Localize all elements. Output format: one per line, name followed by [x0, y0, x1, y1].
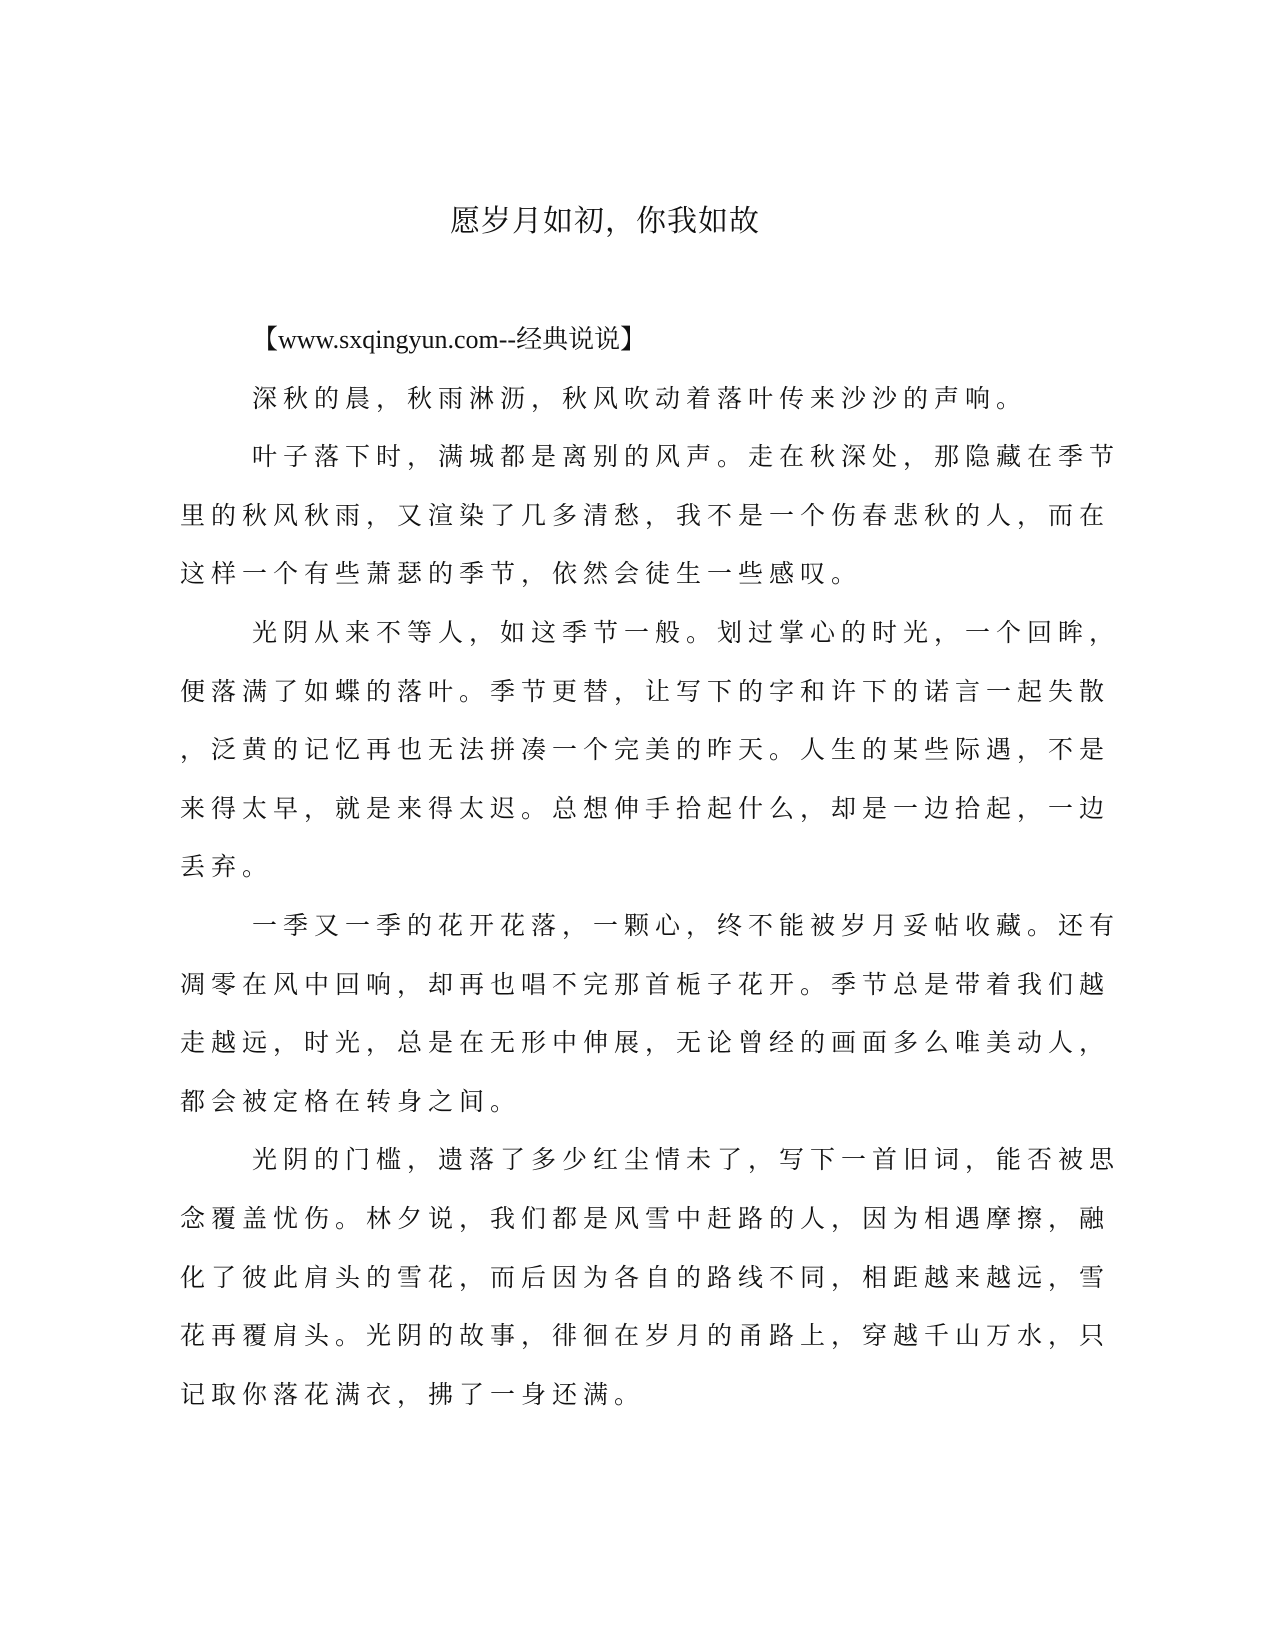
source-line: 【www.sxqingyun.com--经典说说】 — [252, 325, 647, 354]
paragraph-line: 光阴的门槛，遗落了多少红尘情未了，写下一首旧词，能否被思 — [252, 1145, 1121, 1175]
paragraph-line: 都会被定格在转身之间。 — [180, 1086, 522, 1116]
paragraph-line: 念覆盖忧伤。林夕说，我们都是风雪中赶路的人，因为相遇摩擦，融 — [180, 1203, 1111, 1233]
document-title: 愿岁月如初，你我如故 — [450, 204, 760, 239]
paragraph-line: 这样一个有些萧瑟的季节，依然会徒生一些感叹。 — [180, 559, 863, 589]
paragraph-line: 一季又一季的花开花落，一颗心，终不能被岁月妥帖收藏。还有 — [252, 910, 1121, 940]
paragraph-line: 来得太早，就是来得太迟。总想伸手拾起什么，却是一边拾起，一边 — [180, 793, 1111, 823]
paragraph-line: 化了彼此肩头的雪花，而后因为各自的路线不同，相距越来越远，雪 — [180, 1262, 1111, 1292]
paragraph-line: 便落满了如蝶的落叶。季节更替，让写下的字和许下的诺言一起失散 — [180, 676, 1111, 706]
paragraph-line: 凋零在风中回响，却再也唱不完那首栀子花开。季节总是带着我们越 — [180, 969, 1111, 999]
document-body — [180, 311, 1121, 1424]
paragraph-line: 走越远，时光，总是在无形中伸展，无论曾经的画面多么唯美动人， — [180, 1028, 1111, 1058]
paragraph-line: 叶子落下时，满城都是离别的风声。走在秋深处，那隐藏在季节 — [252, 442, 1121, 472]
paragraph-line: 里的秋风秋雨，又渲染了几多清愁，我不是一个伤春悲秋的人，而在 — [180, 500, 1111, 530]
paragraph-line: 记取你落花满衣，拂了一身还满。 — [180, 1379, 646, 1409]
paragraph-line: 丢弃。 — [180, 852, 274, 882]
paragraph-line: 花再覆肩头。光阴的故事，徘徊在岁月的甬路上，穿越千山万水，只 — [180, 1321, 1111, 1351]
paragraph-line: 深秋的晨，秋雨淋沥，秋风吹动着落叶传来沙沙的声响。 — [252, 383, 1028, 413]
paragraph-line: ，泛黄的记忆再也无法拼凑一个完美的昨天。人生的某些际遇，不是 — [180, 735, 1111, 765]
paragraph-line: 光阴从来不等人，如这季节一般。划过掌心的时光，一个回眸， — [252, 617, 1121, 647]
